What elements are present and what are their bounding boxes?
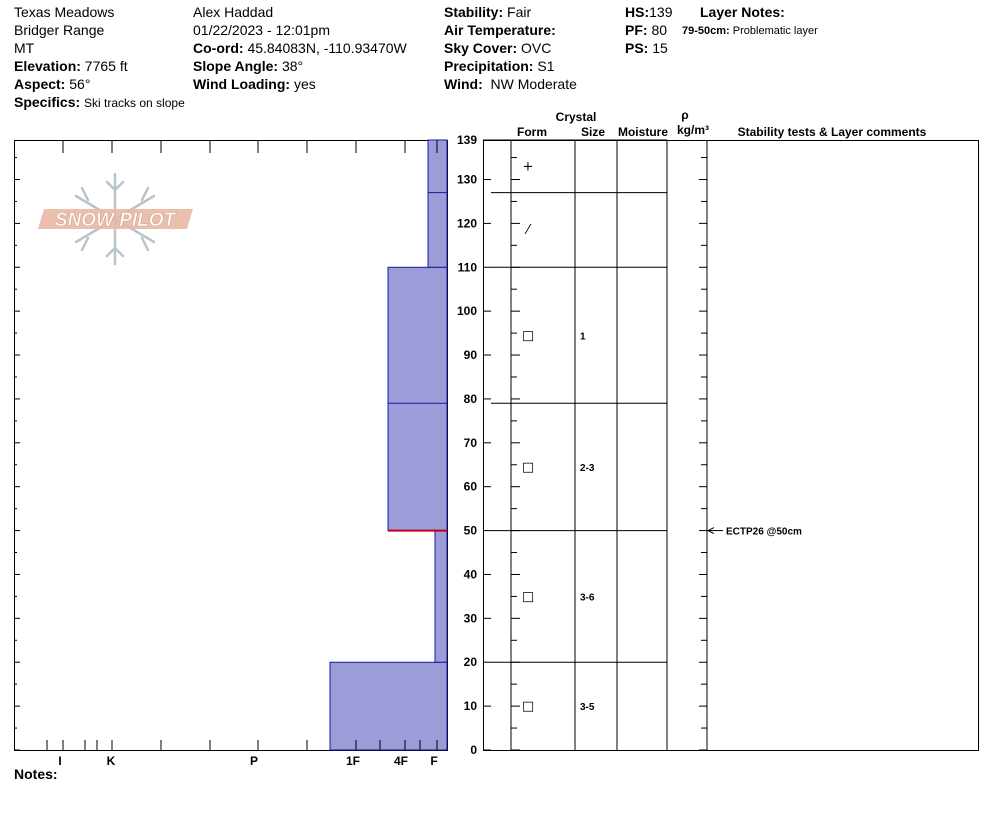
precip-value: S1 [537,58,555,74]
snowpilot-logo [38,174,193,264]
depth-tick-label: 90 [463,348,477,363]
hardness-axis-label: F [430,754,438,768]
crystal-form-symbol: □ [521,699,535,715]
depth-tick-label: 80 [463,391,477,406]
wind-label: Wind: [444,76,483,92]
comments-column-header: Stability tests & Layer comments [737,125,927,139]
density-unit-header: kg/m³ [676,123,710,137]
specifics-value: Ski tracks on slope [84,96,185,110]
elevation-label: Elevation: [14,58,81,74]
coord-label: Co-ord: [193,40,244,56]
depth-tick-label: 20 [463,655,477,670]
depth-tick-label: 0 [470,743,477,757]
hardness-axis-label: K [106,754,116,768]
elevation-value: 7765 ft [84,58,128,74]
crystal-form-symbol: ⁄ [526,222,530,238]
crystal-size-label: 2-3 [580,462,595,474]
range: Bridger Range [14,22,105,38]
ps-label: PS: [625,40,649,56]
hardness-bar [330,662,447,750]
pf-value: 80 [651,22,668,38]
layer-note-range: 79-50cm: [682,25,730,37]
sky-label: Sky Cover: [444,40,518,56]
moisture-column-header: Moisture [617,125,669,139]
stability-test-label: ECTP26 @50cm [726,526,802,538]
aspect-value: 56° [69,76,91,92]
depth-tick-label: 40 [463,567,477,582]
stability-value: Fair [507,4,532,20]
crystal-size-label: 3-6 [580,592,595,604]
hardness-bar [435,531,447,663]
depth-tick-label: 30 [463,611,477,626]
crystal-form-symbol: □ [521,589,535,605]
depth-tick-label: 120 [456,216,477,231]
hardness-axis-label: 4F [393,754,409,768]
ps-value: 15 [652,40,668,56]
specifics-label: Specifics: [14,94,81,110]
depth-tick-label: 70 [463,435,477,450]
crystal-form-symbol: □ [521,328,535,344]
depth-tick-label: 10 [463,699,477,714]
density-symbol-header: ρ [681,108,689,122]
wind-loading-value: yes [293,76,316,92]
depth-tick-label: 60 [463,479,477,494]
crystal-size-label: 1 [580,331,586,343]
slope-value: 38° [281,58,304,74]
datetime: 01/22/2023 - 12:01pm [193,22,330,38]
hardness-bar [388,267,447,530]
air-temp-label: Air Temperature: [444,22,556,38]
crystal-form-symbol: □ [521,459,535,475]
depth-tick-label: 50 [463,523,477,538]
notes-label: Notes: [14,766,58,782]
svg-text:SNOW PILOT: SNOW PILOT [54,210,176,231]
coord-value: 45.84083N, -110.93470W [247,40,407,56]
stability-label: Stability: [444,4,504,20]
depth-tick-label: 110 [457,260,477,275]
hs-label: HS: [625,4,650,20]
location: Texas Meadows [14,4,115,20]
layer-table-frame [484,141,979,751]
hardness-axis-label: I [58,754,62,768]
crystal-column-header: Crystal [555,110,597,124]
size-column-header: Size [580,125,606,139]
hardness-axis-label: 1F [345,754,361,768]
hs-value: 139 [649,4,673,20]
depth-tick-label: 139 [456,133,477,147]
sky-value: OVC [521,40,552,56]
precip-label: Precipitation: [444,58,534,74]
crystal-form-symbol: + [522,159,534,175]
layer-notes-title: Layer Notes: [700,4,785,20]
depth-tick-label: 130 [456,172,477,187]
form-column-header: Form [517,125,547,139]
state: MT [14,40,35,56]
slope-label: Slope Angle: [193,58,279,74]
aspect-label: Aspect: [14,76,66,92]
wind-value: NW Moderate [490,76,577,92]
layer-note-text: Problematic layer [732,25,818,37]
hardness-axis-label: P [249,754,259,768]
observer: Alex Haddad [193,4,274,20]
wind-loading-label: Wind Loading: [193,76,291,92]
crystal-size-label: 3-5 [580,702,595,714]
depth-tick-label: 100 [456,304,477,319]
hardness-bar [428,140,447,267]
pf-label: PF: [625,22,648,38]
hardness-frame [15,141,448,751]
